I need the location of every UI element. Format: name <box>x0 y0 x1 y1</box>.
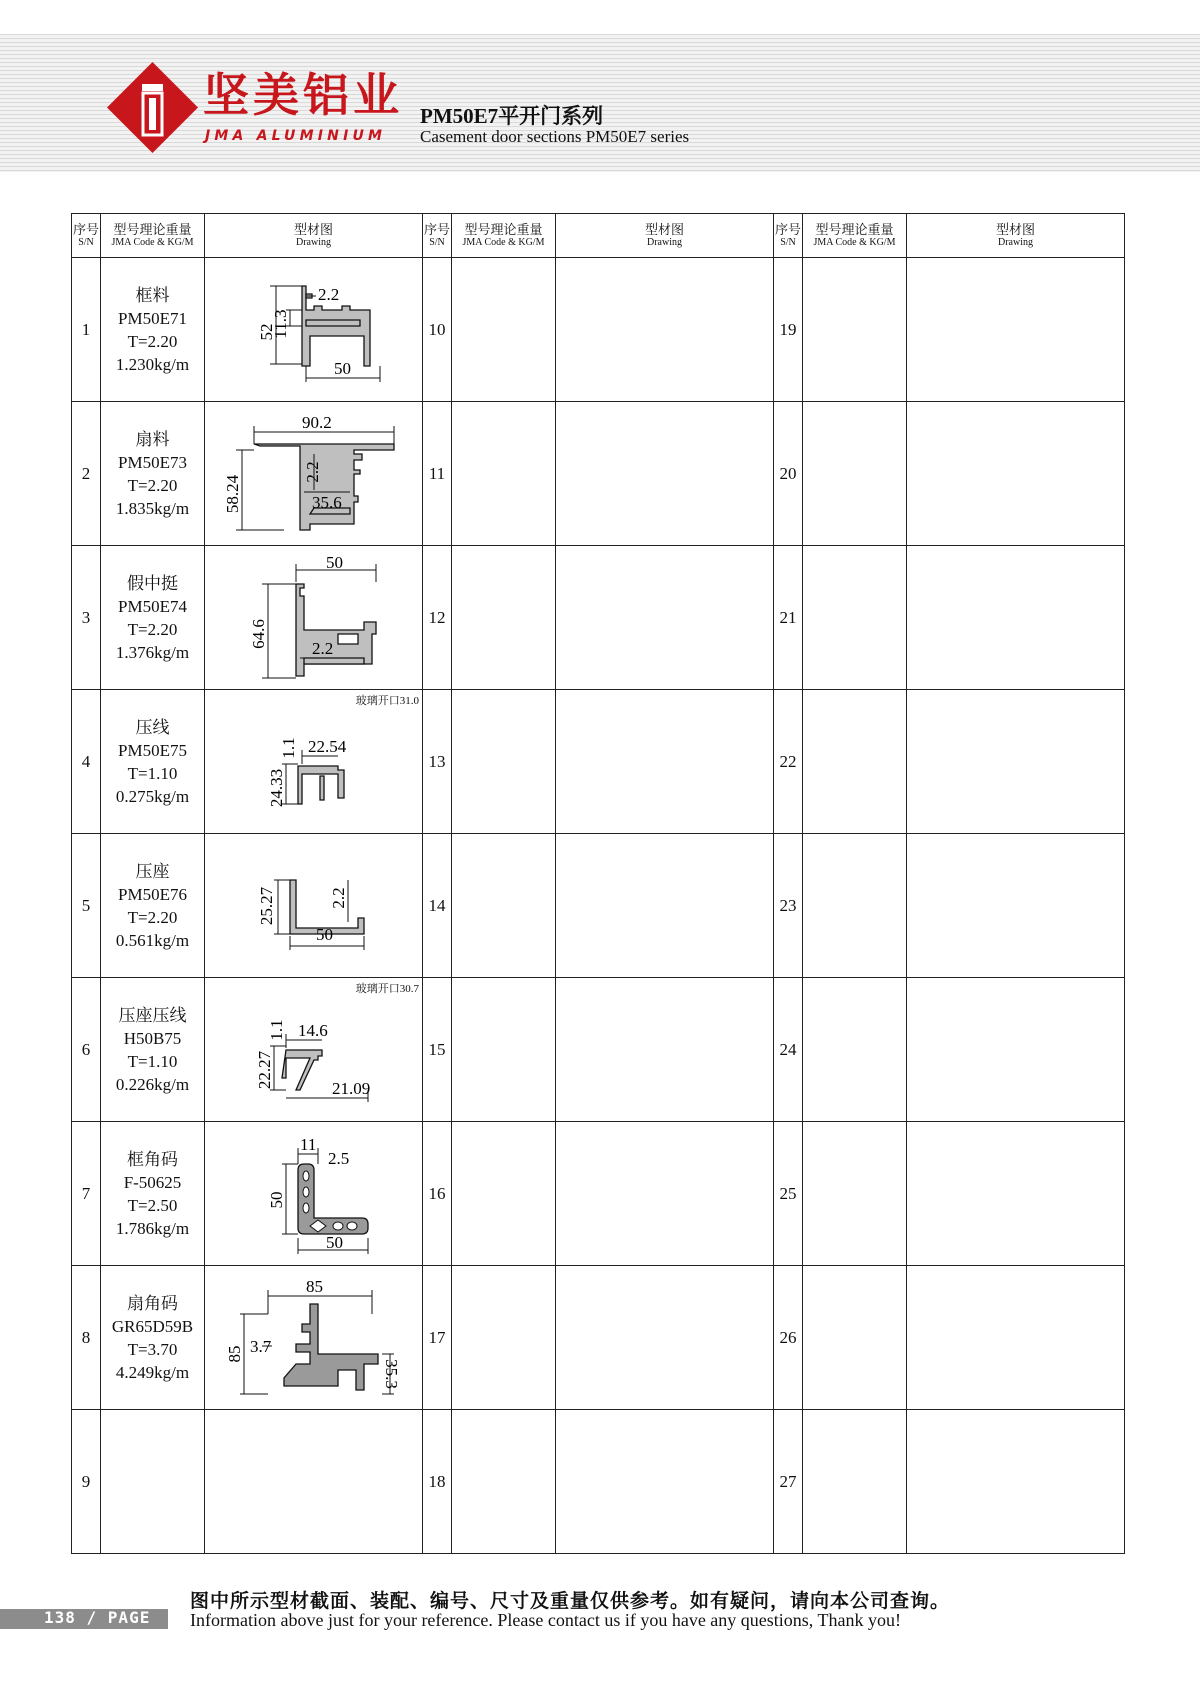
row-sn: 6 <box>72 978 101 1122</box>
profile-info <box>452 1122 556 1266</box>
row-sn: 18 <box>423 1410 452 1554</box>
profile-drawing <box>556 1410 774 1554</box>
profile-thickness: T=2.20 <box>127 619 178 639</box>
row-sn: 12 <box>423 546 452 690</box>
profile-drawing <box>907 1410 1125 1554</box>
profile-weight: 0.561kg/m <box>115 930 190 950</box>
profile-info <box>452 546 556 690</box>
profile-drawing <box>907 546 1125 690</box>
profile-drawing <box>556 258 774 402</box>
profile-name: 扇角码 <box>127 1293 178 1313</box>
profile-info <box>803 546 907 690</box>
dim-label: 11.3 <box>270 308 290 339</box>
table-row <box>72 834 1125 978</box>
dim-label: 2.2 <box>317 284 339 304</box>
glass-opening-note: 玻璃开口31.0 <box>355 695 419 707</box>
jma-logo-icon <box>105 60 200 155</box>
dim-label: 22.54 <box>307 736 346 756</box>
profile-info <box>101 1122 205 1266</box>
profile-drawing <box>556 1266 774 1410</box>
profile-code: PM50E75 <box>118 740 187 760</box>
row-sn: 27 <box>774 1410 803 1554</box>
profile-info <box>452 258 556 402</box>
dim-label: 11 <box>299 1134 316 1154</box>
profile-thickness: T=2.20 <box>127 475 178 495</box>
profile-name: 压座压线 <box>118 1005 187 1025</box>
profile-info <box>803 690 907 834</box>
dim-label: 52 <box>256 323 276 340</box>
header-code: 型号理论重量 JMA Code & KG/M <box>803 214 907 258</box>
profile-name: 框料 <box>135 285 170 305</box>
row-sn: 19 <box>774 258 803 402</box>
profile-info <box>101 1410 205 1554</box>
dim-label: 58.24 <box>222 474 242 513</box>
row-sn: 26 <box>774 1266 803 1410</box>
profile-thickness: T=1.10 <box>127 1051 178 1071</box>
profile-info <box>101 546 205 690</box>
profile-info <box>803 1266 907 1410</box>
profile-weight: 1.786kg/m <box>115 1218 190 1238</box>
dim-label: 50 <box>266 1191 286 1208</box>
table-row <box>72 1410 1125 1554</box>
dim-label: 2.2 <box>311 638 333 658</box>
profile-code: PM50E76 <box>118 884 187 904</box>
row-sn: 17 <box>423 1266 452 1410</box>
profile-catalog-table <box>71 213 1125 1554</box>
table-row <box>72 1266 1125 1410</box>
row-sn: 25 <box>774 1122 803 1266</box>
profile-drawing <box>205 834 423 978</box>
row-sn: 2 <box>72 402 101 546</box>
row-sn: 24 <box>774 978 803 1122</box>
row-sn: 23 <box>774 834 803 978</box>
table-header-row <box>72 214 1125 258</box>
profile-drawing <box>556 690 774 834</box>
footer-note-cn: 图中所示型材截面、装配、编号、尺寸及重量仅供参考。如有疑问，请向本公司查询。 <box>190 1590 951 1612</box>
profile-info <box>803 402 907 546</box>
row-sn: 11 <box>423 402 452 546</box>
header-drawing: 型材图 Drawing <box>556 214 774 258</box>
profile-code: PM50E73 <box>118 452 187 472</box>
header-sn: 序号 S/N <box>72 214 101 258</box>
profile-drawing <box>205 1266 423 1410</box>
profile-info <box>452 690 556 834</box>
profile-drawing <box>907 1266 1125 1410</box>
dim-label: 50 <box>315 924 333 944</box>
profile-drawing <box>205 690 423 834</box>
dim-label: 2.2 <box>328 886 348 909</box>
profile-weight: 1.376kg/m <box>115 642 190 662</box>
profile-info <box>101 402 205 546</box>
footer-note-en: Information above just for your reference. Please contact us if you have any questions, Thank you! <box>190 1610 901 1630</box>
profile-info <box>101 1266 205 1410</box>
series-title-en: Casement door sections PM50E7 series <box>420 127 690 146</box>
profile-code: PM50E71 <box>118 308 187 328</box>
row-sn: 20 <box>774 402 803 546</box>
profile-drawing <box>205 1410 423 1554</box>
profile-info <box>452 402 556 546</box>
dim-label: 2.2 <box>302 460 322 483</box>
dim-label: 1.1 <box>278 736 298 759</box>
row-sn: 16 <box>423 1122 452 1266</box>
dim-label: 22.27 <box>254 1050 274 1089</box>
table-row <box>72 402 1125 546</box>
profile-info <box>101 258 205 402</box>
profile-info <box>101 834 205 978</box>
page-number: 138 / PAGE <box>44 1608 151 1627</box>
profile-drawing <box>556 546 774 690</box>
profile-weight: 4.249kg/m <box>115 1362 190 1382</box>
profile-drawing <box>907 402 1125 546</box>
profile-drawing <box>556 834 774 978</box>
row-sn: 5 <box>72 834 101 978</box>
header-sn: 序号 S/N <box>423 214 452 258</box>
profile-info <box>803 1122 907 1266</box>
profile-info <box>452 978 556 1122</box>
profile-weight: 1.835kg/m <box>115 498 190 518</box>
dim-label: 3.7 <box>249 1336 271 1356</box>
dim-label: 85 <box>224 1345 244 1362</box>
profile-drawing <box>556 1122 774 1266</box>
profile-code: H50B75 <box>123 1028 182 1048</box>
dim-label: 85 <box>305 1276 323 1296</box>
profile-drawing <box>205 978 423 1122</box>
dim-label: 14.6 <box>297 1020 328 1040</box>
profile-drawing <box>205 1122 423 1266</box>
series-title-cn: PM50E7平开门系列 <box>420 104 604 128</box>
profile-name: 压线 <box>135 717 170 737</box>
row-sn: 14 <box>423 834 452 978</box>
row-sn: 10 <box>423 258 452 402</box>
profile-name: 框角码 <box>127 1149 178 1169</box>
profile-weight: 0.226kg/m <box>115 1074 190 1094</box>
glass-opening-note: 玻璃开口30.7 <box>355 983 419 995</box>
profile-info <box>803 978 907 1122</box>
header-sn: 序号 S/N <box>774 214 803 258</box>
dim-label: 50 <box>325 553 343 572</box>
profile-drawing <box>907 258 1125 402</box>
dim-label: 35.3 <box>381 1358 401 1389</box>
profile-info <box>452 1410 556 1554</box>
dim-label: 21.09 <box>331 1078 370 1098</box>
brand-name-cn: 坚美铝业 <box>203 68 403 122</box>
table-row <box>72 258 1125 402</box>
dim-label: 90.2 <box>301 412 332 432</box>
profile-info <box>452 834 556 978</box>
profile-drawing <box>907 978 1125 1122</box>
dim-label: 2.5 <box>327 1148 349 1168</box>
dim-label: 64.6 <box>248 618 268 649</box>
dim-label: 35.6 <box>311 492 342 512</box>
row-sn: 1 <box>72 258 101 402</box>
row-sn: 7 <box>72 1122 101 1266</box>
row-sn: 22 <box>774 690 803 834</box>
dim-label: 1.1 <box>266 1018 286 1041</box>
row-sn: 8 <box>72 1266 101 1410</box>
profile-name: 扇料 <box>135 429 170 449</box>
profile-info <box>101 690 205 834</box>
dim-label: 24.33 <box>266 768 286 807</box>
profile-drawing <box>205 546 423 690</box>
profile-drawing <box>556 978 774 1122</box>
header-drawing: 型材图 Drawing <box>205 214 423 258</box>
row-sn: 13 <box>423 690 452 834</box>
profile-weight: 0.275kg/m <box>115 786 190 806</box>
profile-info <box>803 834 907 978</box>
profile-thickness: T=1.10 <box>127 763 178 783</box>
header-drawing: 型材图 Drawing <box>907 214 1125 258</box>
profile-drawing <box>907 690 1125 834</box>
dim-label: 25.27 <box>256 886 276 925</box>
dim-label: 50 <box>325 1232 343 1252</box>
profile-code: PM50E74 <box>118 596 187 616</box>
row-sn: 21 <box>774 546 803 690</box>
profile-thickness: T=2.20 <box>127 907 178 927</box>
profile-drawing <box>205 258 423 402</box>
profile-thickness: T=3.70 <box>127 1339 178 1359</box>
profile-drawing <box>907 1122 1125 1266</box>
profile-drawing <box>907 834 1125 978</box>
row-sn: 4 <box>72 690 101 834</box>
profile-info <box>803 258 907 402</box>
row-sn: 15 <box>423 978 452 1122</box>
profile-code: GR65D59B <box>111 1316 194 1336</box>
profile-weight: 1.230kg/m <box>115 354 190 374</box>
profile-code: F-50625 <box>123 1172 182 1192</box>
brand-name-en: JMA ALUMINIUM <box>205 128 387 144</box>
profile-info <box>803 1410 907 1554</box>
profile-thickness: T=2.50 <box>127 1195 178 1215</box>
header-code: 型号理论重量 JMA Code & KG/M <box>452 214 556 258</box>
header-code: 型号理论重量 JMA Code & KG/M <box>101 214 205 258</box>
row-sn: 9 <box>72 1410 101 1554</box>
profile-info <box>452 1266 556 1410</box>
profile-name: 假中挺 <box>127 573 178 593</box>
table-row <box>72 690 1125 834</box>
profile-drawing <box>556 402 774 546</box>
profile-thickness: T=2.20 <box>127 331 178 351</box>
table-row <box>72 978 1125 1122</box>
row-sn: 3 <box>72 546 101 690</box>
profile-info <box>101 978 205 1122</box>
profile-drawing <box>205 402 423 546</box>
dim-label: 50 <box>333 358 351 378</box>
table-row <box>72 1122 1125 1266</box>
profile-name: 压座 <box>135 861 170 881</box>
table-row <box>72 546 1125 690</box>
